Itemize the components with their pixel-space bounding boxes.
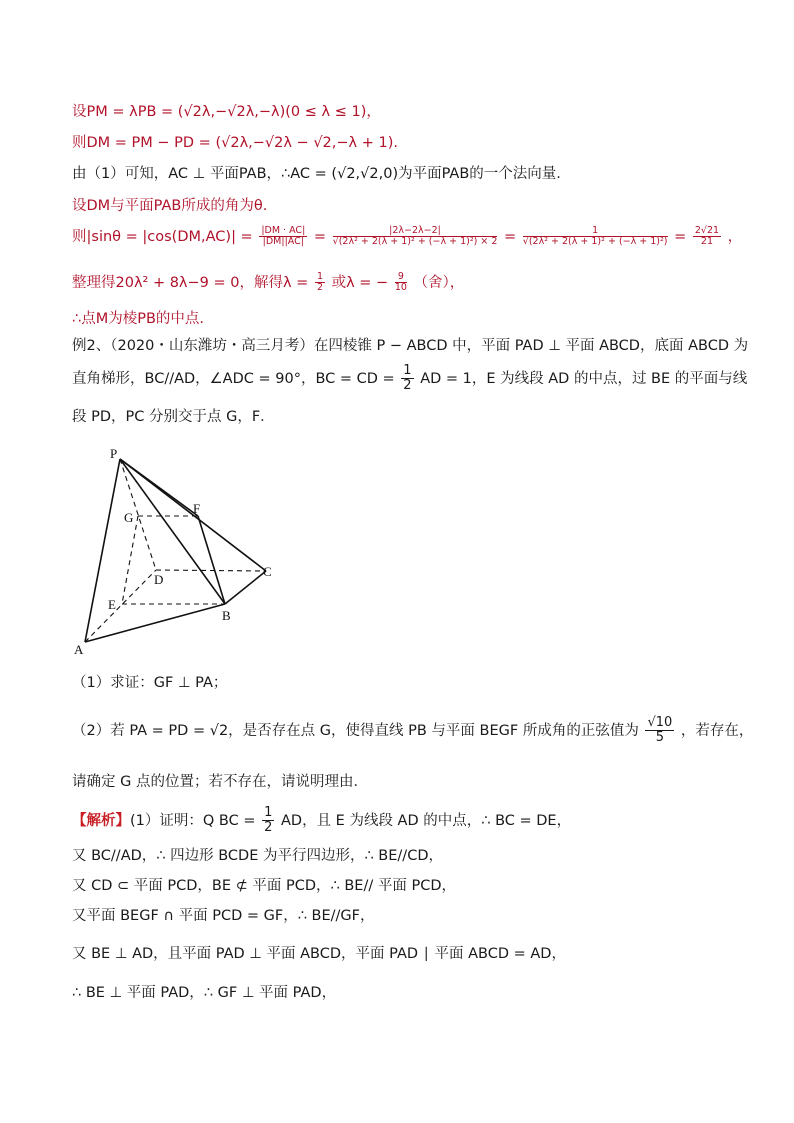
question-2: （2）若 PA = PD = √2，是否存在点 G，使得直线 PB 与平面 BEGF 所成角的正弦值为 $\frac{√10}{5}$ ，若存在， <box>72 715 754 746</box>
solution-line-2: 又 BC//AD，∴ 四边形 BCDE 为平行四边形，∴ BE//CD， <box>72 848 443 864</box>
text-line-7: ∴点M为棱PB的中点. <box>72 311 205 327</box>
text-line-3: 由（1）可知，AC ⊥ 平面PAB，∴AC = (√2,√2,0)为平面PAB的一个法向量. <box>72 166 561 182</box>
solution-line-1: 【解析】(1）证明：Q BC = $\frac{1}{2}$ AD，且 E 为线段 AD 的中点，∴ BC = DE， <box>72 805 572 836</box>
question-1: （1）求证：GF ⊥ PA； <box>72 675 228 691</box>
fraction: $\frac{|DM \cdot AC|}{|DM||AC|}$ <box>261 225 306 248</box>
example-2-line-2: 直角梯形，BC//AD，∠ADC = 90°，BC = CD = $\frac{1}{2}$ AD = 1，E 为线段 AD 的中点，过 BE 的平面与线 <box>72 363 748 394</box>
vertex-label-a: A <box>74 642 84 657</box>
vertex-label-f: F <box>193 501 201 516</box>
analysis-tag: 【解析】 <box>72 812 130 829</box>
text-line-2: 则DM = PM − PD = (√2λ,−√2λ − √2,−λ + 1). <box>72 135 398 151</box>
fraction: $\frac{1}{2}$ <box>316 271 323 294</box>
fraction: $\frac{|2\lambda-2\lambda-2|}{\text{√(2λ² + 2(λ + 1)² + (−λ + 1)²) × 2}}$ <box>332 225 498 248</box>
sin-theta-equation: 则|sinθ = |cos(DM,AC)| = $\frac{|DM \cdot AC|}{|DM||AC|}$ = $\frac{|2\lambda-2\lambda-2|}{\text{√(2λ² + 2(λ + 1)² + (−λ + 1)²) × 2}}$ = $\frac{1}{\text{√(2λ² + 2(λ + 1)² + (−λ + 1)²)}}$ = $\frac{2√21}{21}$ ， <box>72 225 743 248</box>
vertex-label-g: G <box>124 510 134 525</box>
solution-line-4: 又平面 BEGF ∩ 平面 PCD = GF，∴ BE//GF， <box>72 908 375 924</box>
fraction: $\frac{2√21}{21}$ <box>694 225 720 248</box>
vertex-label-p: P <box>110 446 118 461</box>
fraction: $\frac{√10}{5}$ <box>647 715 673 746</box>
pyramid-figure <box>70 440 290 660</box>
fraction: $\frac{1}{2}$ <box>403 363 412 394</box>
text-line-1: 设PM = λPB = (√2λ,−√2λ,−λ)(0 ≤ λ ≤ 1)， <box>72 104 381 120</box>
vertex-label-b: B <box>222 608 231 623</box>
vertex-label-c: C <box>263 564 272 579</box>
solution-line-6: ∴ BE ⊥ 平面 PAD，∴ GF ⊥ 平面 PAD， <box>72 985 337 1001</box>
solution-line-5: 又 BE ⊥ AD，且平面 PAD ⊥ 平面 ABCD，平面 PAD ∣ 平面 ABCD = AD， <box>72 946 566 962</box>
question-2-continued: 请确定 G 点的位置；若不存在，请说明理由． <box>72 774 368 790</box>
lambda-equation: 整理得20λ² + 8λ−9 = 0，解得λ = $\frac{1}{2}$ 或λ = − $\frac{9}{10}$ （舍）， <box>72 271 465 294</box>
fraction: $\frac{9}{10}$ <box>394 271 407 294</box>
fraction: $\frac{1}{2}$ <box>264 805 273 836</box>
fraction: $\frac{1}{\text{√(2λ² + 2(λ + 1)² + (−λ + 1)²)}}$ <box>522 225 668 248</box>
text-line-4: 设DM与平面PAB所成的角为θ. <box>72 198 268 214</box>
vertex-label-e: E <box>108 597 116 612</box>
vertex-label-d: D <box>154 572 164 587</box>
solution-line-3: 又 CD ⊂ 平面 PCD，BE ⊄ 平面 PCD，∴ BE// 平面 PCD， <box>72 878 456 894</box>
example-2-line-3: 段 PD，PC 分别交于点 G，F． <box>72 409 275 425</box>
example-2-line-1: 例2、（2020・山东潍坊・高三月考）在四棱锥 P − ABCD 中，平面 PAD ⊥ 平面 ABCD，底面 ABCD 为 <box>72 338 749 354</box>
